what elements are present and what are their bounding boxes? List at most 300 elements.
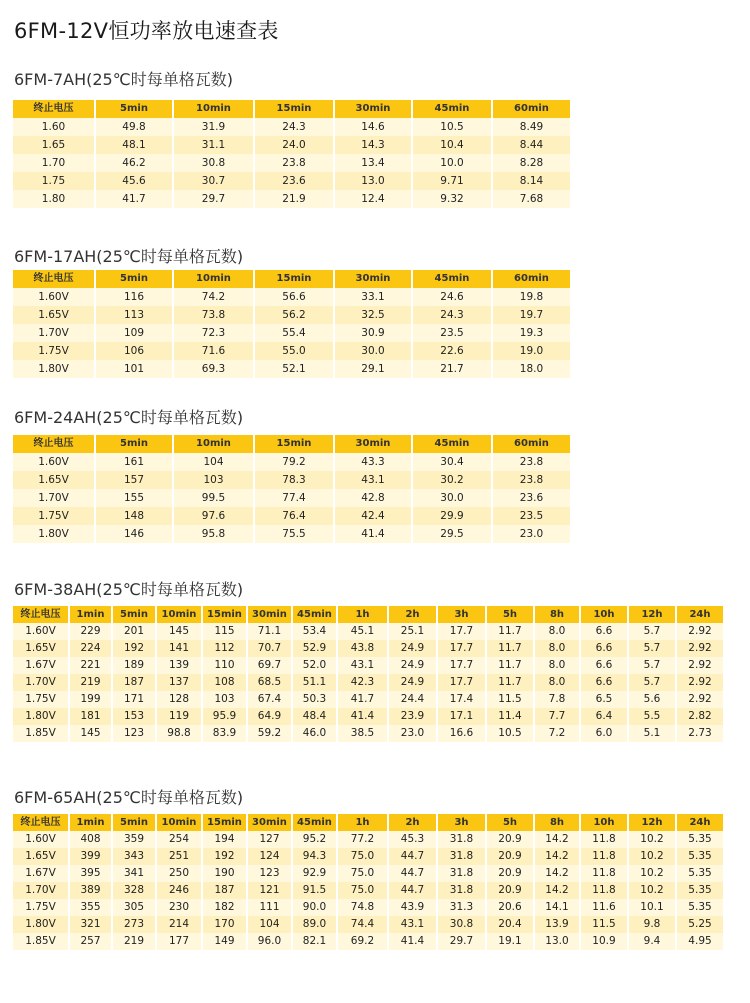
value-cell: 17.7 — [437, 657, 486, 674]
value-cell: 128 — [156, 691, 202, 708]
value-cell: 13.4 — [334, 154, 412, 172]
value-cell: 187 — [202, 882, 247, 899]
value-cell: 69.3 — [173, 360, 254, 378]
value-cell: 7.2 — [534, 725, 580, 742]
value-cell: 95.8 — [173, 525, 254, 543]
value-cell: 5.35 — [676, 882, 724, 899]
voltage-cell: 1.80V — [13, 708, 69, 725]
value-cell: 161 — [95, 453, 173, 471]
voltage-cell: 1.80 — [13, 190, 95, 208]
value-cell: 90.0 — [292, 899, 337, 916]
value-cell: 45.3 — [388, 831, 437, 848]
value-cell: 145 — [156, 623, 202, 640]
column-header: 45min — [412, 100, 492, 118]
value-cell: 95.9 — [202, 708, 247, 725]
value-cell: 7.68 — [492, 190, 571, 208]
value-cell: 104 — [247, 916, 292, 933]
value-cell: 359 — [112, 831, 156, 848]
value-cell: 20.4 — [486, 916, 534, 933]
value-cell: 19.1 — [486, 933, 534, 950]
value-cell: 23.8 — [492, 453, 571, 471]
value-cell: 11.5 — [486, 691, 534, 708]
value-cell: 14.1 — [534, 899, 580, 916]
value-cell: 182 — [202, 899, 247, 916]
value-cell: 8.44 — [492, 136, 571, 154]
value-cell: 56.2 — [254, 306, 334, 324]
value-cell: 49.8 — [95, 118, 173, 136]
value-cell: 75.0 — [337, 882, 388, 899]
value-cell: 13.9 — [534, 916, 580, 933]
page-title: 6FM-12V恒功率放电速查表 — [14, 19, 279, 43]
value-cell: 41.4 — [388, 933, 437, 950]
value-cell: 123 — [112, 725, 156, 742]
value-cell: 52.0 — [292, 657, 337, 674]
value-cell: 11.4 — [486, 708, 534, 725]
value-cell: 399 — [69, 848, 112, 865]
column-header: 终止电压 — [13, 100, 95, 118]
value-cell: 31.3 — [437, 899, 486, 916]
voltage-cell: 1.70V — [13, 674, 69, 691]
column-header: 3h — [437, 606, 486, 623]
voltage-cell: 1.60V — [13, 453, 95, 471]
table-header-row — [13, 100, 571, 118]
value-cell: 177 — [156, 933, 202, 950]
value-cell: 92.9 — [292, 865, 337, 882]
value-cell: 24.0 — [254, 136, 334, 154]
value-cell: 9.8 — [628, 916, 676, 933]
value-cell: 2.82 — [676, 708, 724, 725]
value-cell: 44.7 — [388, 882, 437, 899]
table-row — [13, 360, 571, 378]
value-cell: 14.2 — [534, 865, 580, 882]
value-cell: 6.4 — [580, 708, 628, 725]
table-row — [13, 172, 571, 190]
voltage-cell: 1.75V — [13, 342, 95, 360]
value-cell: 11.7 — [486, 674, 534, 691]
section-title: 6FM-7AH(25℃时每单格瓦数) — [14, 70, 233, 89]
value-cell: 20.9 — [486, 848, 534, 865]
value-cell: 99.5 — [173, 489, 254, 507]
value-cell: 24.9 — [388, 640, 437, 657]
value-cell: 6.6 — [580, 657, 628, 674]
table-row — [13, 708, 724, 725]
value-cell: 23.0 — [492, 525, 571, 543]
column-header: 10min — [173, 435, 254, 453]
value-cell: 2.92 — [676, 640, 724, 657]
value-cell: 273 — [112, 916, 156, 933]
value-cell: 23.0 — [388, 725, 437, 742]
value-cell: 59.2 — [247, 725, 292, 742]
voltage-cell: 1.60 — [13, 118, 95, 136]
value-cell: 76.4 — [254, 507, 334, 525]
value-cell: 20.9 — [486, 831, 534, 848]
discharge-table — [13, 435, 572, 543]
value-cell: 23.6 — [492, 489, 571, 507]
value-cell: 29.5 — [412, 525, 492, 543]
value-cell: 106 — [95, 342, 173, 360]
value-cell: 21.9 — [254, 190, 334, 208]
value-cell: 11.5 — [580, 916, 628, 933]
voltage-cell: 1.70V — [13, 489, 95, 507]
voltage-cell: 1.65V — [13, 640, 69, 657]
value-cell: 31.8 — [437, 882, 486, 899]
value-cell: 17.7 — [437, 674, 486, 691]
value-cell: 11.8 — [580, 831, 628, 848]
table-row — [13, 288, 571, 306]
value-cell: 48.1 — [95, 136, 173, 154]
value-cell: 73.8 — [173, 306, 254, 324]
value-cell: 48.4 — [292, 708, 337, 725]
value-cell: 11.6 — [580, 899, 628, 916]
value-cell: 64.9 — [247, 708, 292, 725]
table-row — [13, 831, 724, 848]
column-header: 60min — [492, 270, 571, 288]
value-cell: 10.5 — [486, 725, 534, 742]
value-cell: 119 — [156, 708, 202, 725]
value-cell: 189 — [112, 657, 156, 674]
value-cell: 96.0 — [247, 933, 292, 950]
column-header: 1min — [69, 606, 112, 623]
value-cell: 17.7 — [437, 640, 486, 657]
value-cell: 43.1 — [334, 471, 412, 489]
value-cell: 8.0 — [534, 623, 580, 640]
value-cell: 75.5 — [254, 525, 334, 543]
value-cell: 123 — [247, 865, 292, 882]
value-cell: 6.5 — [580, 691, 628, 708]
value-cell: 11.8 — [580, 865, 628, 882]
value-cell: 9.71 — [412, 172, 492, 190]
column-header: 12h — [628, 606, 676, 623]
column-header: 10h — [580, 606, 628, 623]
voltage-cell: 1.80V — [13, 916, 69, 933]
value-cell: 89.0 — [292, 916, 337, 933]
column-header: 3h — [437, 814, 486, 831]
value-cell: 13.0 — [534, 933, 580, 950]
value-cell: 42.4 — [334, 507, 412, 525]
value-cell: 328 — [112, 882, 156, 899]
value-cell: 75.0 — [337, 848, 388, 865]
value-cell: 192 — [202, 848, 247, 865]
table-row — [13, 674, 724, 691]
value-cell: 115 — [202, 623, 247, 640]
table-header-row — [13, 814, 724, 831]
column-header: 15min — [202, 606, 247, 623]
voltage-cell: 1.65V — [13, 471, 95, 489]
value-cell: 21.7 — [412, 360, 492, 378]
value-cell: 56.6 — [254, 288, 334, 306]
value-cell: 11.7 — [486, 657, 534, 674]
value-cell: 10.5 — [412, 118, 492, 136]
value-cell: 5.35 — [676, 848, 724, 865]
value-cell: 14.2 — [534, 831, 580, 848]
voltage-cell: 1.70V — [13, 882, 69, 899]
value-cell: 44.7 — [388, 848, 437, 865]
column-header: 5min — [95, 270, 173, 288]
column-header: 终止电压 — [13, 435, 95, 453]
value-cell: 355 — [69, 899, 112, 916]
value-cell: 2.92 — [676, 657, 724, 674]
value-cell: 24.9 — [388, 674, 437, 691]
value-cell: 19.7 — [492, 306, 571, 324]
value-cell: 341 — [112, 865, 156, 882]
table-row — [13, 933, 724, 950]
table-row — [13, 136, 571, 154]
value-cell: 22.6 — [412, 342, 492, 360]
value-cell: 6.6 — [580, 640, 628, 657]
value-cell: 8.0 — [534, 674, 580, 691]
discharge-table — [13, 100, 572, 208]
value-cell: 51.1 — [292, 674, 337, 691]
value-cell: 4.95 — [676, 933, 724, 950]
value-cell: 41.4 — [337, 708, 388, 725]
value-cell: 14.6 — [334, 118, 412, 136]
value-cell: 5.7 — [628, 674, 676, 691]
column-header: 30min — [247, 814, 292, 831]
value-cell: 29.9 — [412, 507, 492, 525]
value-cell: 11.8 — [580, 848, 628, 865]
value-cell: 41.7 — [337, 691, 388, 708]
value-cell: 72.3 — [173, 324, 254, 342]
value-cell: 10.2 — [628, 831, 676, 848]
value-cell: 14.2 — [534, 882, 580, 899]
value-cell: 69.2 — [337, 933, 388, 950]
voltage-cell: 1.70V — [13, 324, 95, 342]
column-header: 30min — [247, 606, 292, 623]
value-cell: 395 — [69, 865, 112, 882]
value-cell: 31.8 — [437, 831, 486, 848]
value-cell: 29.7 — [437, 933, 486, 950]
value-cell: 97.6 — [173, 507, 254, 525]
value-cell: 95.2 — [292, 831, 337, 848]
value-cell: 8.14 — [492, 172, 571, 190]
column-header: 10h — [580, 814, 628, 831]
column-header: 10min — [156, 606, 202, 623]
value-cell: 53.4 — [292, 623, 337, 640]
value-cell: 2.92 — [676, 674, 724, 691]
discharge-table — [13, 814, 725, 950]
voltage-cell: 1.67V — [13, 657, 69, 674]
value-cell: 2.92 — [676, 691, 724, 708]
table-row — [13, 342, 571, 360]
value-cell: 170 — [202, 916, 247, 933]
value-cell: 343 — [112, 848, 156, 865]
value-cell: 32.5 — [334, 306, 412, 324]
value-cell: 145 — [69, 725, 112, 742]
voltage-cell: 1.75V — [13, 507, 95, 525]
value-cell: 192 — [112, 640, 156, 657]
value-cell: 408 — [69, 831, 112, 848]
value-cell: 43.1 — [337, 657, 388, 674]
value-cell: 254 — [156, 831, 202, 848]
value-cell: 110 — [202, 657, 247, 674]
value-cell: 14.3 — [334, 136, 412, 154]
value-cell: 5.35 — [676, 899, 724, 916]
value-cell: 389 — [69, 882, 112, 899]
value-cell: 5.6 — [628, 691, 676, 708]
value-cell: 42.8 — [334, 489, 412, 507]
value-cell: 5.7 — [628, 657, 676, 674]
section-title: 6FM-17AH(25℃时每单格瓦数) — [14, 247, 244, 266]
value-cell: 10.1 — [628, 899, 676, 916]
value-cell: 71.1 — [247, 623, 292, 640]
value-cell: 91.5 — [292, 882, 337, 899]
value-cell: 112 — [202, 640, 247, 657]
value-cell: 5.25 — [676, 916, 724, 933]
value-cell: 74.4 — [337, 916, 388, 933]
value-cell: 5.35 — [676, 831, 724, 848]
value-cell: 181 — [69, 708, 112, 725]
column-header: 1min — [69, 814, 112, 831]
value-cell: 5.1 — [628, 725, 676, 742]
value-cell: 70.7 — [247, 640, 292, 657]
value-cell: 171 — [112, 691, 156, 708]
value-cell: 141 — [156, 640, 202, 657]
value-cell: 221 — [69, 657, 112, 674]
column-header: 24h — [676, 814, 724, 831]
column-header: 60min — [492, 435, 571, 453]
value-cell: 250 — [156, 865, 202, 882]
value-cell: 187 — [112, 674, 156, 691]
value-cell: 111 — [247, 899, 292, 916]
section-title: 6FM-24AH(25℃时每单格瓦数) — [14, 408, 244, 427]
value-cell: 82.1 — [292, 933, 337, 950]
value-cell: 109 — [95, 324, 173, 342]
value-cell: 8.28 — [492, 154, 571, 172]
section-title: 6FM-38AH(25℃时每单格瓦数) — [14, 580, 244, 599]
column-header: 10min — [156, 814, 202, 831]
column-header: 终止电压 — [13, 270, 95, 288]
value-cell: 10.2 — [628, 848, 676, 865]
value-cell: 30.2 — [412, 471, 492, 489]
voltage-cell: 1.65 — [13, 136, 95, 154]
value-cell: 19.8 — [492, 288, 571, 306]
value-cell: 98.8 — [156, 725, 202, 742]
value-cell: 38.5 — [337, 725, 388, 742]
value-cell: 30.8 — [437, 916, 486, 933]
value-cell: 55.4 — [254, 324, 334, 342]
value-cell: 2.92 — [676, 623, 724, 640]
value-cell: 30.4 — [412, 453, 492, 471]
value-cell: 83.9 — [202, 725, 247, 742]
value-cell: 13.0 — [334, 172, 412, 190]
value-cell: 69.7 — [247, 657, 292, 674]
value-cell: 31.1 — [173, 136, 254, 154]
column-header: 12h — [628, 814, 676, 831]
voltage-cell: 1.75 — [13, 172, 95, 190]
value-cell: 5.35 — [676, 865, 724, 882]
column-header: 5min — [112, 606, 156, 623]
value-cell: 9.32 — [412, 190, 492, 208]
value-cell: 30.7 — [173, 172, 254, 190]
value-cell: 194 — [202, 831, 247, 848]
value-cell: 68.5 — [247, 674, 292, 691]
voltage-cell: 1.80V — [13, 525, 95, 543]
value-cell: 43.3 — [334, 453, 412, 471]
value-cell: 43.1 — [388, 916, 437, 933]
value-cell: 17.4 — [437, 691, 486, 708]
value-cell: 24.9 — [388, 657, 437, 674]
value-cell: 149 — [202, 933, 247, 950]
voltage-cell: 1.65V — [13, 848, 69, 865]
value-cell: 20.9 — [486, 865, 534, 882]
voltage-cell: 1.80V — [13, 360, 95, 378]
table-header-row — [13, 606, 724, 623]
table-row — [13, 882, 724, 899]
value-cell: 10.0 — [412, 154, 492, 172]
value-cell: 214 — [156, 916, 202, 933]
column-header: 5min — [95, 435, 173, 453]
value-cell: 7.7 — [534, 708, 580, 725]
value-cell: 8.49 — [492, 118, 571, 136]
value-cell: 46.2 — [95, 154, 173, 172]
value-cell: 52.9 — [292, 640, 337, 657]
value-cell: 199 — [69, 691, 112, 708]
value-cell: 230 — [156, 899, 202, 916]
table-row — [13, 489, 571, 507]
value-cell: 24.6 — [412, 288, 492, 306]
voltage-cell: 1.67V — [13, 865, 69, 882]
table-row — [13, 848, 724, 865]
table-row — [13, 865, 724, 882]
value-cell: 108 — [202, 674, 247, 691]
column-header: 2h — [388, 606, 437, 623]
value-cell: 229 — [69, 623, 112, 640]
column-header: 终止电压 — [13, 814, 69, 831]
value-cell: 23.8 — [254, 154, 334, 172]
table-row — [13, 324, 571, 342]
value-cell: 52.1 — [254, 360, 334, 378]
value-cell: 30.9 — [334, 324, 412, 342]
column-header: 30min — [334, 270, 412, 288]
value-cell: 77.2 — [337, 831, 388, 848]
table-row — [13, 154, 571, 172]
voltage-cell: 1.85V — [13, 725, 69, 742]
column-header: 8h — [534, 606, 580, 623]
value-cell: 116 — [95, 288, 173, 306]
table-row — [13, 691, 724, 708]
column-header: 45min — [412, 435, 492, 453]
section-title: 6FM-65AH(25℃时每单格瓦数) — [14, 788, 244, 807]
column-header: 30min — [334, 100, 412, 118]
value-cell: 224 — [69, 640, 112, 657]
column-header: 8h — [534, 814, 580, 831]
value-cell: 5.7 — [628, 623, 676, 640]
value-cell: 30.0 — [334, 342, 412, 360]
value-cell: 74.8 — [337, 899, 388, 916]
value-cell: 153 — [112, 708, 156, 725]
value-cell: 20.6 — [486, 899, 534, 916]
value-cell: 246 — [156, 882, 202, 899]
column-header: 45min — [412, 270, 492, 288]
value-cell: 23.5 — [412, 324, 492, 342]
value-cell: 11.7 — [486, 623, 534, 640]
column-header: 15min — [254, 270, 334, 288]
value-cell: 94.3 — [292, 848, 337, 865]
value-cell: 8.0 — [534, 640, 580, 657]
value-cell: 31.9 — [173, 118, 254, 136]
column-header: 10min — [173, 100, 254, 118]
value-cell: 11.7 — [486, 640, 534, 657]
table-row — [13, 525, 571, 543]
table-row — [13, 657, 724, 674]
value-cell: 17.1 — [437, 708, 486, 725]
value-cell: 101 — [95, 360, 173, 378]
column-header: 15min — [254, 435, 334, 453]
value-cell: 23.6 — [254, 172, 334, 190]
discharge-table — [13, 270, 572, 378]
column-header: 1h — [337, 606, 388, 623]
value-cell: 257 — [69, 933, 112, 950]
